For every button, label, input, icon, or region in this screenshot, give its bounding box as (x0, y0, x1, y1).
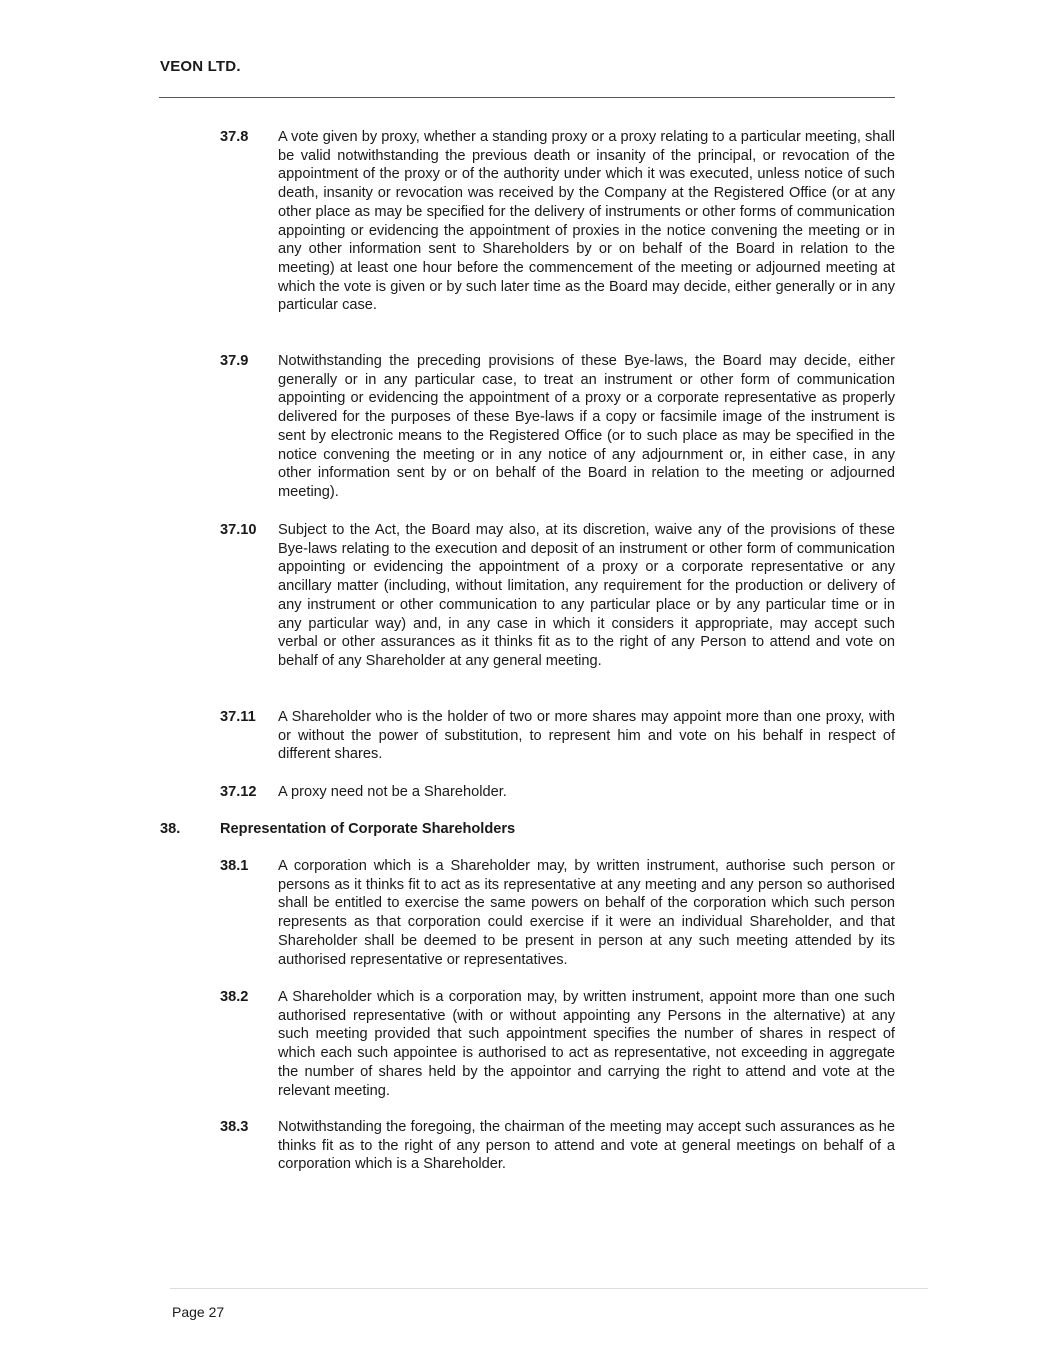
clause-38-2 (220, 988, 895, 1100)
clause-38-1 (220, 857, 895, 969)
clause-37-8 (220, 128, 895, 315)
clause-text: A Shareholder which is a corporation may, by written instrument, appoint more than one such authorised representative (with or without appointing any Persons in the alternative) at any such meeting provided that such appointment specifies the number of shares in respect of which each such appointee is authorised to act as representative, not exceeding in aggregate the number of shares held by the appointor and carrying the right to attend and vote at the relevant meeting. (278, 989, 895, 1099)
clause-number: 38.1 (220, 858, 249, 874)
clause-text: A Shareholder who is the holder of two or more shares may appoint more than one proxy, with or without the power of substitution, to represent him and vote on his behalf in respect of different shares. (278, 709, 895, 763)
clause-37-12 (220, 783, 895, 802)
clause-text: A proxy need not be a Shareholder. (278, 784, 507, 800)
clause-text: A corporation which is a Shareholder may, by written instrument, authorise such person or persons as it thinks fit to act as its representative at any meeting and any person so authorised shall be entitled to exercise the same powers on behalf of the corporation which such person represents as that corporation could exercise if it were an individual Shareholder, and that Shareholder shall be deemed to be present in person at any such meeting attended by its authorised representative or representatives. (278, 858, 895, 968)
clause-37-11 (220, 708, 895, 764)
clause-number: 38.3 (220, 1119, 249, 1135)
clause-number: 37.9 (220, 353, 249, 369)
clause-text: A vote given by proxy, whether a standing proxy or a proxy relating to a particular meeting, shall be valid notwithstanding the previous death or insanity of the principal, or revocation of the appointment of the proxy or of the authority under which it was executed, unless notice of such death, insanity or revocation was received by the Company at the Registered Office (or at any other place as may be specified for the delivery of instruments or other forms of communication appointing or evidencing the appointment of proxies in the notice convening the meeting or in any other information sent to Shareholders by or on behalf of the Board in relation to the meeting) at least one hour before the commencement of the meeting or adjourned meeting at which the vote is given or by such later time as the Board may decide, either generally or in any particular case. (278, 129, 895, 314)
page-number: Page 27 (172, 1304, 225, 1320)
clause-37-9 (220, 352, 895, 502)
clause-number: 38.2 (220, 989, 249, 1005)
company-name: VEON LTD. (160, 58, 241, 75)
footer-divider (170, 1288, 928, 1289)
section-title: Representation of Corporate Shareholders (220, 821, 516, 837)
clause-number: 37.10 (220, 522, 257, 538)
clause-number: 37.11 (220, 709, 256, 725)
clause-number: 37.8 (220, 129, 249, 145)
clause-text: Notwithstanding the preceding provisions of these Bye-laws, the Board may decide, either generally or in any particular case, to treat an instrument or other form of communication appointing or evidencing the appointment of a proxy or a corporate representative as properly delivered for the purposes of these Bye-laws if a copy or facsimile image of the instrument is sent by electronic means to the Registered Office (or to such place as may be specified in the notice convening the meeting or in any notice of any adjournment or, in either case, in any other information sent by or on behalf of the Board in relation to the meeting or adjourned meeting). (278, 353, 895, 500)
header-divider (159, 97, 895, 98)
clause-number: 37.12 (220, 784, 257, 800)
clause-38-3 (220, 1118, 895, 1174)
clause-text: Subject to the Act, the Board may also, at its discretion, waive any of the provisions of these Bye-laws relating to the execution and deposit of an instrument or other form of communication appointing or evidencing the appointment of a proxy or a corporate representative or any ancillary matter (including, without limitation, any requirement for the production or delivery of any instrument or other communication to any particular place or by any particular time or in any particular way) and, in any case in which it considers it appropriate, may accept such verbal or other assurances as it thinks fit as to the right of any Person to attend and vote on behalf of any Shareholder at any general meeting. (278, 522, 895, 669)
section-number: 38. (160, 821, 181, 837)
clause-37-10 (220, 521, 895, 671)
clause-text: Notwithstanding the foregoing, the chairman of the meeting may accept such assurances as he thinks fit as to the right of any person to attend and vote at general meetings on behalf of a corporation which is a Shareholder. (278, 1119, 895, 1173)
